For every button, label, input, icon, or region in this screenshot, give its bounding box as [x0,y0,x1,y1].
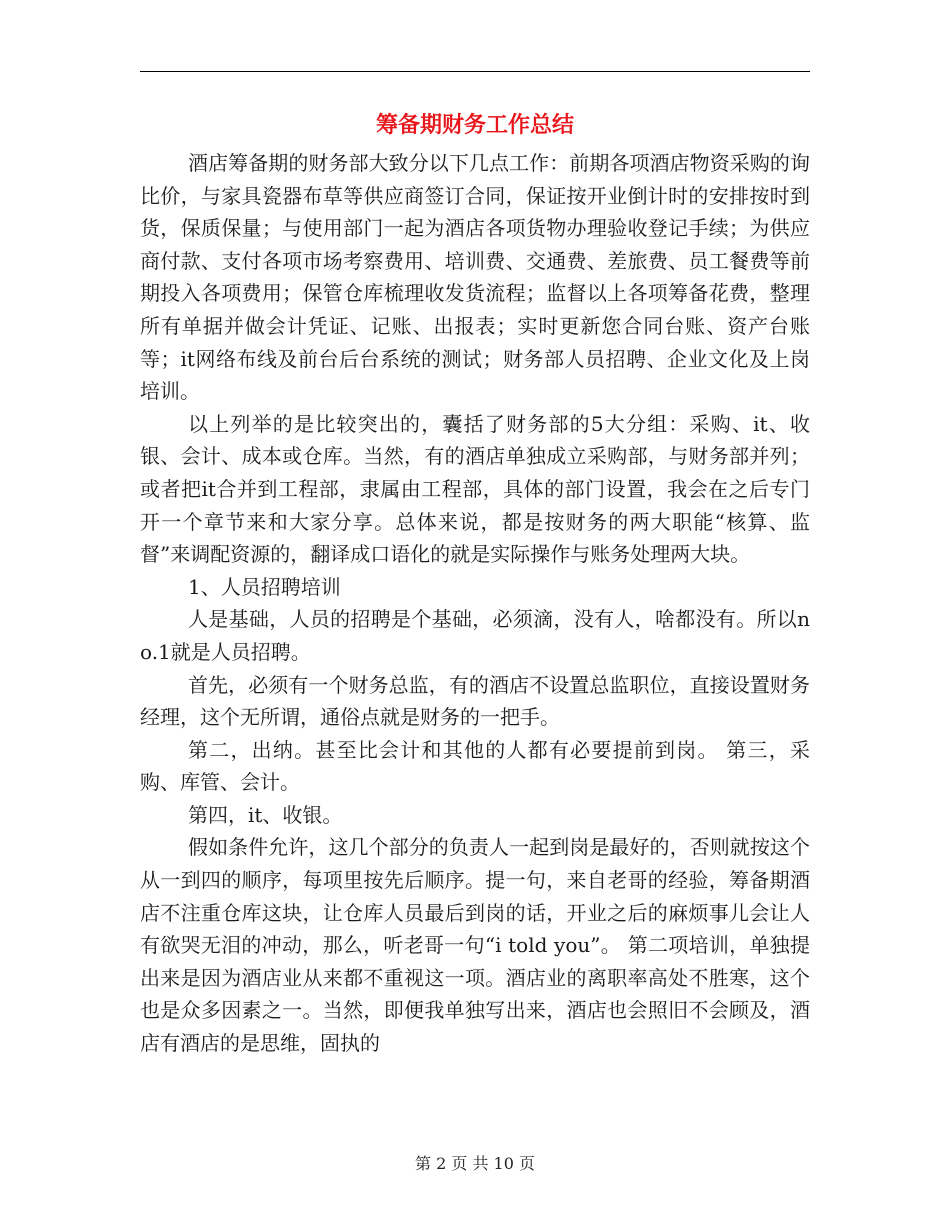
paragraph: 第二，出纳。甚至比会计和其他的人都有必要提前到岗。 第三，采购、库管、会计。 [140,737,810,795]
section-heading: 1、人员招聘培训 [188,574,341,599]
paragraph: 假如条件允许，这几个部分的负责人一起到岗是最好的，否则就按这个从一到四的顺序，每项里按先后顺序。提一句，来自老哥的经验，筹备期酒店不注重仓库这块，让仓库人员最后到岗的话，开业之后的麻烦事儿会让人有欲哭无泪的冲动，那么，听老哥一句“i told you”。 第二项培训，单独提出来是因为酒店业从来都不重视这一项。酒店业的离职率高处不胜寒，这个也是众多因素之一。当然，即便我单独写出来，酒店也会照旧不会顾及，酒店有酒店的是思维，固执的 [140,835,810,1056]
paragraph: 酒店筹备期的财务部大致分以下几点工作：前期各项酒店物资采购的询比价，与家具瓷器布草等供应商签订合同，保证按开业倒计时的安排按时到货，保质保量；与使用部门一起为酒店各项货物办理验收登记手续；为供应商付款、支付各项市场考察费用、培训费、交通费、差旅费、员工餐费等前期投入各项费用；保管仓库梳理收发货流程；监督以上各项筹备花费，整理所有单据并做会计凭证、记账、出报表；实时更新您合同台账、资产台账等；it网络布线及前台后台系统的测试；财务部人员招聘、企业文化及上岗培训。 [140,151,810,404]
document-body [140,147,810,1060]
document-title: 筹备期财务工作总结 [375,113,574,138]
header-rule [140,71,810,72]
paragraph: 第四，it、收银。 [188,802,343,827]
paragraph: 人是基础，人员的招聘是个基础，必须滴，没有人，啥都没有。所以no.1就是人员招聘。 [140,607,810,664]
page-number-footer: 第 2 页 共 10 页 [415,1154,535,1173]
paragraph: 以上列举的是比较突出的，囊括了财务部的5大分组：采购、it、收银、会计、成本或仓库。当然，有的酒店单独成立采购部，与财务部并列；或者把it合并到工程部，隶属由工程部，具体的部门设置，我会在之后专门开一个章节来和大家分享。总体来说，都是按财务的两大职能“核算、监督”来调配资源的，翻译成口语化的就是实际操作与账务处理两大块。 [140,411,810,567]
paragraph: 首先，必须有一个财务总监，有的酒店不设置总监职位，直接设置财务经理，这个无所谓，通俗点就是财务的一把手。 [140,672,810,730]
